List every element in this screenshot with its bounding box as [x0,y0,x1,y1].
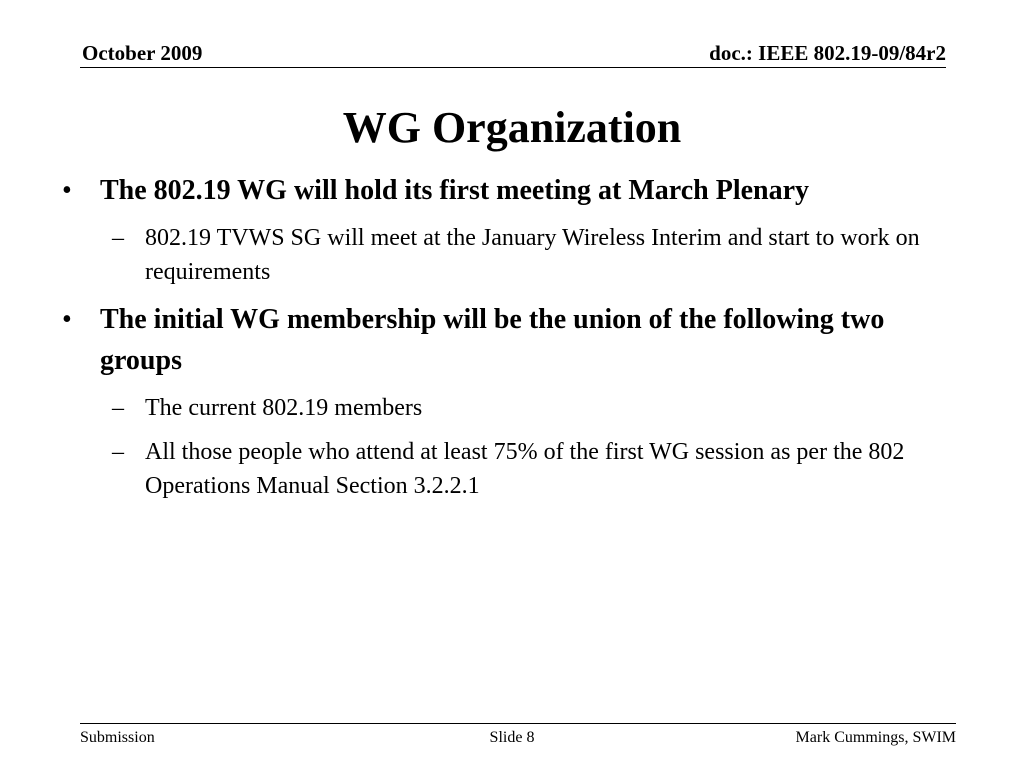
footer-divider [80,723,956,724]
sub-bullet-item [62,435,972,503]
bullet-text: The 802.19 WG will hold its first meeting at March Plenary [100,175,810,206]
header-doc-id: doc.: IEEE 802.19-09/84r2 [709,41,946,65]
sub-bullet-mark: – [112,439,124,465]
bullet-mark: • [62,304,72,335]
bullet-text: The initial WG membership will be the union of the following two groups [100,304,885,376]
sub-bullet-mark: – [112,395,124,421]
bullet-item [62,299,972,381]
slide-title: WG Organization [342,103,682,152]
sub-bullet-item [62,391,972,425]
sub-bullet-mark: – [112,225,124,251]
sub-bullet-text: All those people who attend at least 75% of the first WG session as per the 802 Operations Manual Section 3.2.2.1 [145,439,905,499]
sub-bullet-text: The current 802.19 members [145,395,423,421]
bullet-mark: • [62,175,72,206]
sub-bullet-text: 802.19 TVWS SG will meet at the January Wireless Interim and start to work on requirements [145,225,920,285]
footer-author: Mark Cummings, SWIM [795,729,956,746]
footer-submission: Submission [80,729,155,746]
header-divider [80,67,946,68]
bullet-item [62,170,972,211]
footer-slide-number: Slide 8 [489,729,535,746]
sub-bullet-item [62,221,972,289]
bullet-list [62,170,972,503]
header-date: October 2009 [82,41,203,65]
